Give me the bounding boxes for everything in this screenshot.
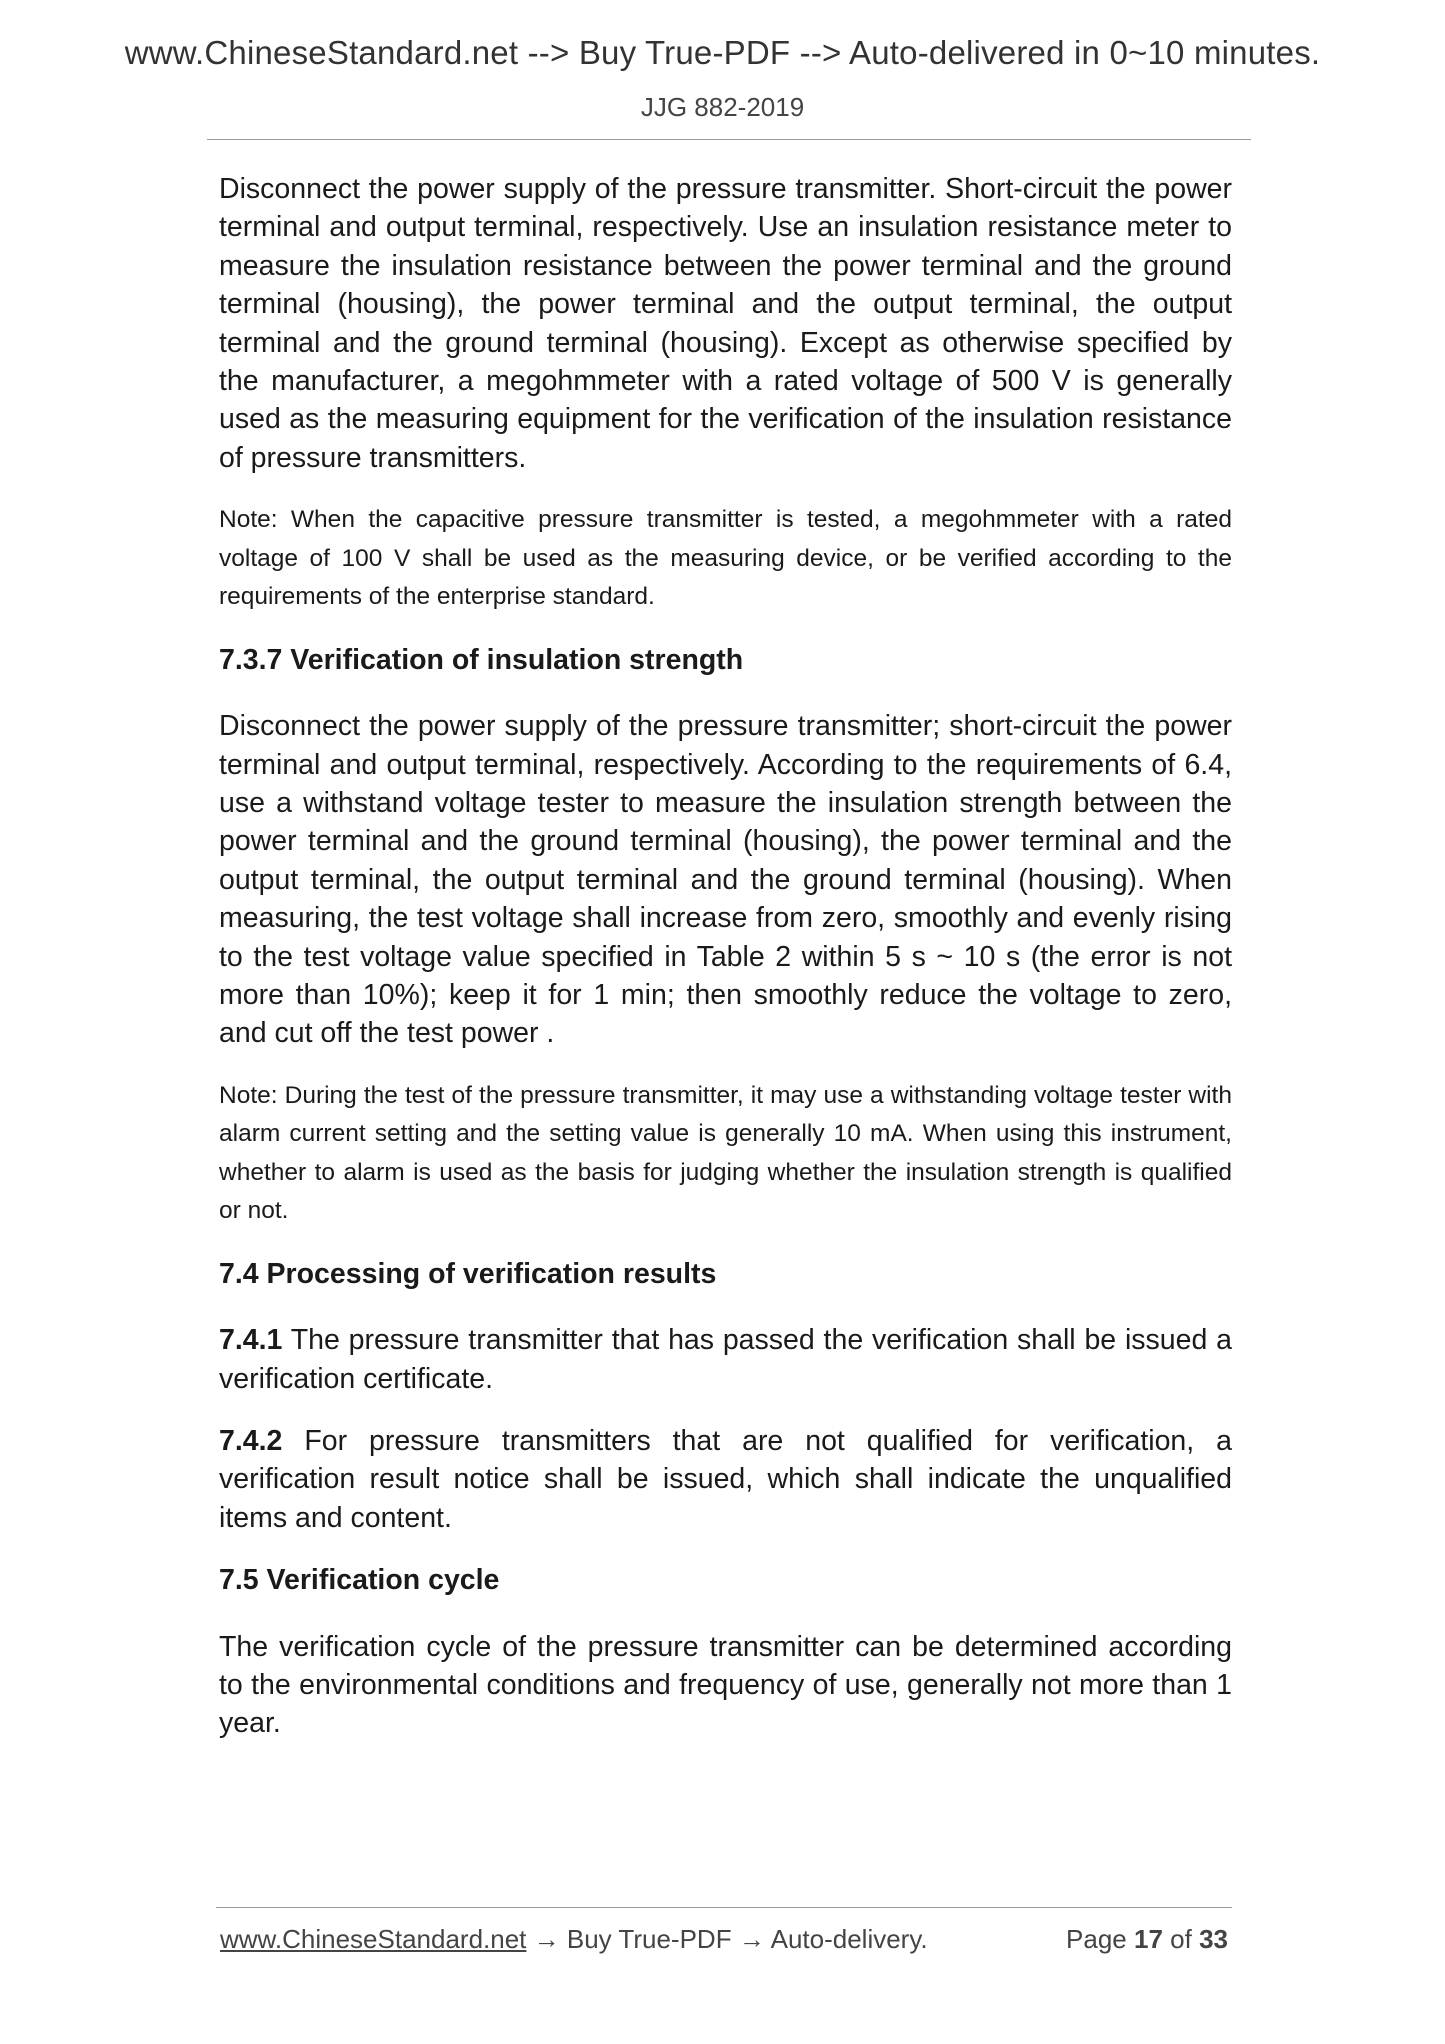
- page-indicator: [1066, 1924, 1228, 1955]
- heading-7-5: 7.5 Verification cycle: [219, 1564, 500, 1597]
- clause-number: 7.4.2: [219, 1425, 283, 1458]
- heading-7-3-7: 7.3.7 Verification of insulation strength: [219, 643, 744, 676]
- footer-buy-text: → Buy True-PDF: [533, 1924, 732, 1954]
- clause-7-4-1: [219, 1321, 1232, 1398]
- clause-text: The pressure transmitter that has passed the verification shall be issued a verification certificate.: [219, 1324, 1232, 1395]
- note-capacitive-transmitter: Note: When the capacitive pressure transmitter is tested, a megohmmeter with a rated voltage of 100 V shall be used as the measuring device, or be verified according to the requirements of the enterprise standard.: [219, 506, 1232, 611]
- footer-promo: [220, 1924, 928, 1955]
- page-total: 33: [1199, 1924, 1228, 1954]
- footer-site-link[interactable]: www.ChineseStandard.net: [220, 1924, 527, 1954]
- page-of-label: of: [1170, 1924, 1192, 1954]
- clause-text: For pressure transmitters that are not qualified for verification, a verification result notice shall be issued, which shall indicate the unqualified items and content.: [219, 1425, 1232, 1534]
- paragraph-insulation-resistance: Disconnect the power supply of the pressure transmitter. Short-circuit the power terminal and output terminal, respectively. Use an insulation resistance meter to measure the insulation resistance between the power terminal and the ground terminal (housing), the power terminal and the output terminal, the output terminal and the ground terminal (housing). Except as otherwise specified by the manufacturer, a megohmmeter with a rated voltage of 500 V is generally used as the measuring equipment for the verification of the insulation resistance of pressure transmitters.: [219, 173, 1232, 474]
- top-banner: www.ChineseStandard.net --> Buy True-PDF --> Auto-delivered in 0~10 minutes.: [124, 34, 1321, 71]
- clause-number: 7.4.1: [219, 1324, 283, 1357]
- header-divider: [207, 139, 1251, 140]
- heading-7-4: 7.4 Processing of verification results: [219, 1257, 717, 1290]
- page-label: Page: [1066, 1924, 1127, 1954]
- clause-7-4-2: [219, 1422, 1232, 1537]
- footer-divider: [216, 1907, 1232, 1908]
- note-withstand-voltage-tester: Note: During the test of the pressure transmitter, it may use a withstanding voltage tester with alarm current setting and the setting value is generally 10 mA. When using this instrument, whether to alarm is used as the basis for judging whether the insulation strength is qualified or not.: [219, 1081, 1232, 1225]
- paragraph-verification-cycle: The verification cycle of the pressure transmitter can be determined according to the environmental conditions and frequency of use, generally not more than 1 year.: [219, 1630, 1232, 1740]
- paragraph-insulation-strength: Disconnect the power supply of the pressure transmitter; short-circuit the power terminal and output terminal, respectively. According to the requirements of 6.4, use a withstand voltage tester to measure the insulation strength between the power terminal and the ground terminal (housing), the power terminal and the output terminal, the output terminal and the ground terminal (housing). When measuring, the test voltage shall increase from zero, smoothly and evenly rising to the test voltage value specified in Table 2 within 5 s ~ 10 s (the error is not more than 10%); keep it for 1 min; then smoothly reduce the voltage to zero, and cut off the test power .: [219, 710, 1232, 1050]
- page-content: [219, 170, 1232, 1767]
- footer-delivery-text: → Auto-delivery.: [738, 1924, 928, 1954]
- standard-code: JJG 882-2019: [640, 92, 805, 122]
- page-current: 17: [1134, 1924, 1163, 1954]
